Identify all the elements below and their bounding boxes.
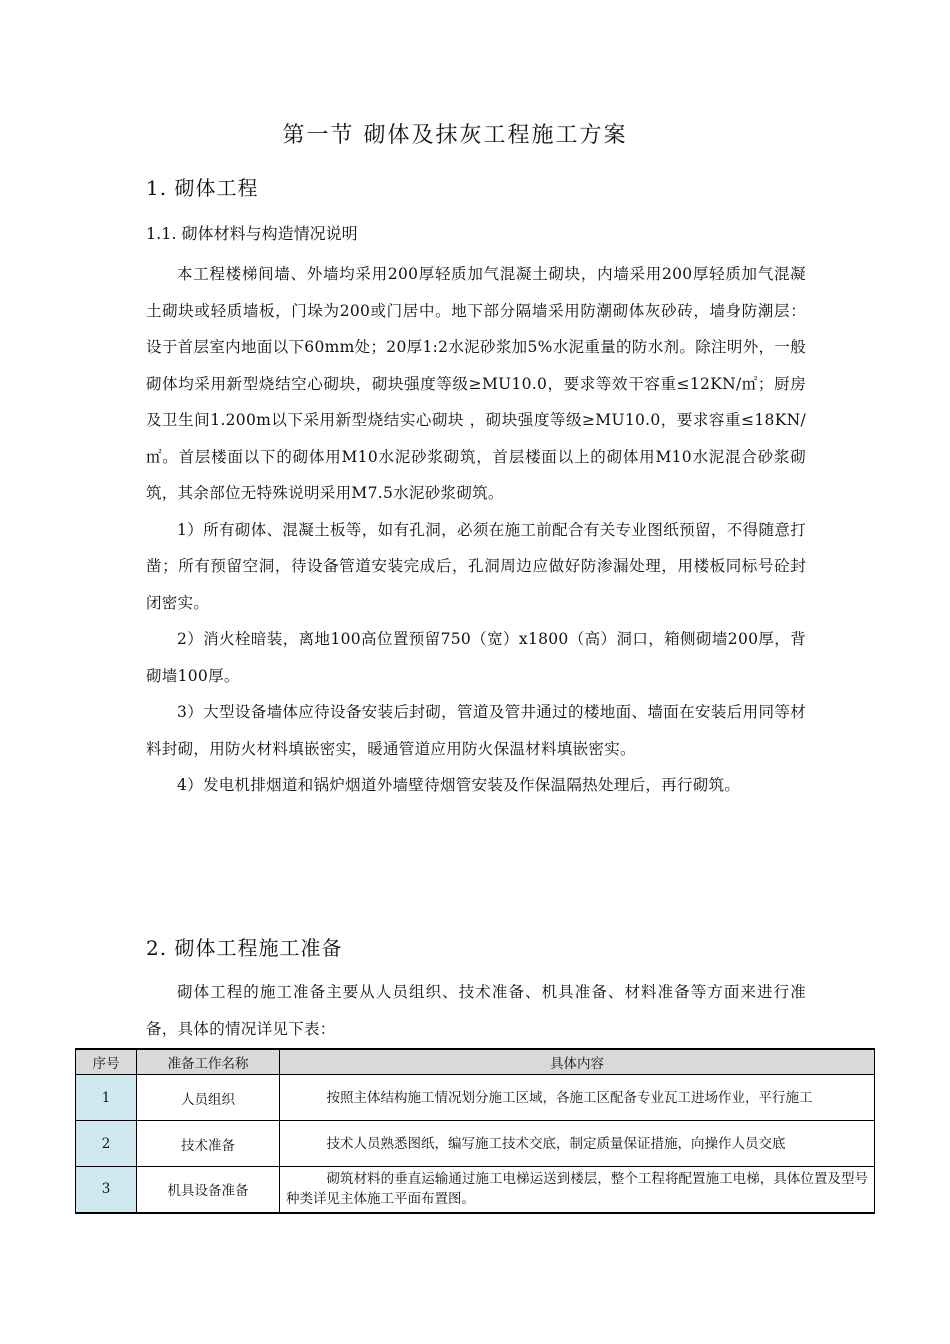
paragraph-item-2: 2）消火栓暗装，离地100高位置预留750（宽）x1800（高）洞口，箱侧砌墙200厚，背砌墙100厚。 [146, 630, 806, 685]
row-num: 1 [76, 1075, 137, 1121]
body-section2 [146, 974, 806, 1047]
paragraph-preparation-intro: 砌体工程的施工准备主要从人员组织、技术准备、机具准备、材料准备等方面来进行准备，具体的情况详见下表： [146, 983, 806, 1038]
body-section1 [146, 256, 806, 804]
section-heading-preparation: 2. 砌体工程施工准备 [146, 936, 343, 960]
page-title: 第一节 砌体及抹灰工程施工方案 [282, 123, 628, 148]
header-content: 具体内容 [280, 1049, 875, 1075]
row-content: 按照主体结构施工情况划分施工区域，各施工区配备专业瓦工进场作业，平行施工 [280, 1075, 875, 1121]
row-content: 砌筑材料的垂直运输通过施工电梯运送到楼层，整个工程将配置施工电梯，具体位置及型号种类详见主体施工平面布置图。 [280, 1167, 875, 1213]
table-row [76, 1075, 875, 1121]
row-name: 人员组织 [137, 1075, 280, 1121]
preparation-table [75, 1048, 875, 1214]
row-name: 技术准备 [137, 1121, 280, 1167]
row-name: 机具设备准备 [137, 1167, 280, 1213]
row-num: 3 [76, 1167, 137, 1213]
section-heading-masonry: 1. 砌体工程 [146, 176, 259, 200]
paragraph-intro: 本工程楼梯间墙、外墙均采用200厚轻质加气混凝土砌块，内墙采用200厚轻质加气混凝土砌块或轻质墙板，门垛为200或门居中。地下部分隔墙采用防潮砌体灰砂砖，墙身防潮层：设于首层室内地面以下60mm处；20厚1:2水泥砂浆加5%水泥重量的防水剂。除注明外，一般砌体均采用新型烧结空心砌块，砌块强度等级≥MU10.0，要求等效干容重≤12KN/㎡；厨房及卫生间1.200m以下采用新型烧结实心砌块 ，砌块强度等级≥MU10.0，要求容重≤18KN/㎡。首层楼面以下的砌体用M10水泥砂浆砌筑，首层楼面以上的砌体用M10水泥混合砂浆砌筑，其余部位无特殊说明采用M7.5水泥砂浆砌筑。 [146, 265, 806, 502]
paragraph-item-4: 4）发电机排烟道和锅炉烟道外墙壁待烟管安装及作保温隔热处理后，再行砌筑。 [177, 776, 741, 794]
header-name: 准备工作名称 [137, 1049, 280, 1075]
table-row [76, 1167, 875, 1213]
header-num: 序号 [76, 1049, 137, 1075]
subsection-heading-materials: 1.1. 砌体材料与构造情况说明 [146, 224, 358, 243]
table-header-row [76, 1049, 875, 1075]
row-num: 2 [76, 1121, 137, 1167]
paragraph-item-3: 3）大型设备墙体应待设备安装后封砌，管道及管井通过的楼地面、墙面在安装后用同等材料封砌，用防火材料填嵌密实，暖通管道应用防火保温材料填嵌密实。 [146, 703, 806, 758]
paragraph-item-1: 1）所有砌体、混凝土板等，如有孔洞，必须在施工前配合有关专业图纸预留，不得随意打凿；所有预留空洞，待设备管道安装完成后，孔洞周边应做好防渗漏处理，用楼板同标号砼封闭密实。 [146, 520, 806, 612]
row-content: 技术人员熟悉图纸，编写施工技术交底，制定质量保证措施，向操作人员交底 [280, 1121, 875, 1167]
table-row [76, 1121, 875, 1167]
